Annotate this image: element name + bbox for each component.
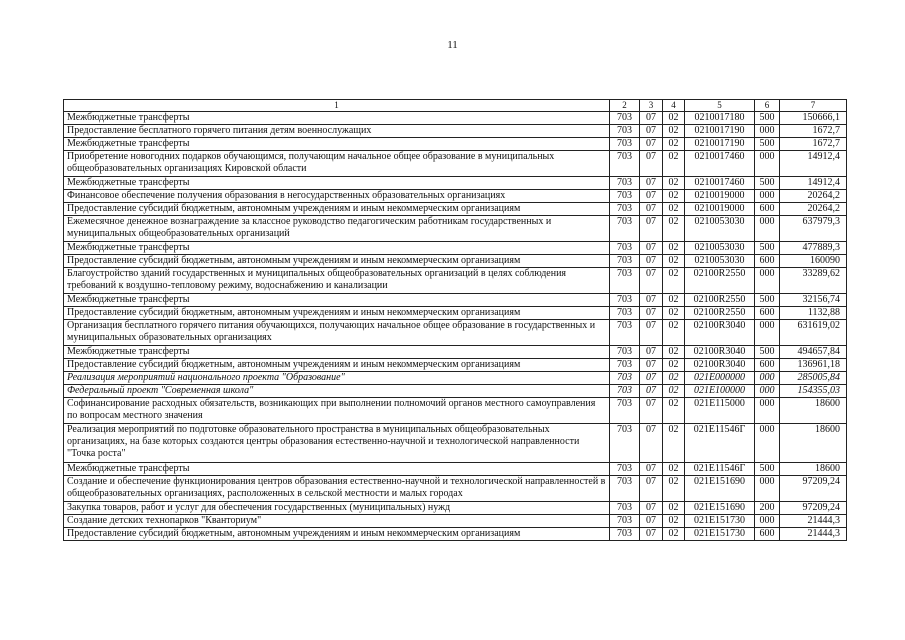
row-target-cell: 02100R3040 bbox=[685, 320, 755, 346]
row-amount-cell: 14912,4 bbox=[780, 177, 847, 190]
row-section-cell: 07 bbox=[640, 203, 663, 216]
row-name-cell: Софинансирование расходных обязательств, возникающих при выполнении полномочий органов местного самоуправления по вопросам местного значения bbox=[64, 398, 610, 424]
row-section-cell: 07 bbox=[640, 216, 663, 242]
row-subsection-cell: 02 bbox=[663, 502, 685, 515]
row-amount-cell: 631619,02 bbox=[780, 320, 847, 346]
row-type-cell: 000 bbox=[755, 320, 780, 346]
row-target-cell: 021E11546Г bbox=[685, 463, 755, 476]
table-row bbox=[64, 346, 847, 359]
row-target-cell: 021E100000 bbox=[685, 385, 755, 398]
row-section-cell: 07 bbox=[640, 476, 663, 502]
row-target-cell: 021E151730 bbox=[685, 515, 755, 528]
row-target-cell: 0210017190 bbox=[685, 125, 755, 138]
row-subsection-cell: 02 bbox=[663, 190, 685, 203]
table-row bbox=[64, 112, 847, 125]
table-row bbox=[64, 528, 847, 541]
row-name-cell: Реализация мероприятий национального проекта "Образование" bbox=[64, 372, 610, 385]
row-name-cell: Создание и обеспечение функционирования центров образования естественно-научной и технологической направленностей в общеобразовательных организациях, расположенных в сельской местности и малых городах bbox=[64, 476, 610, 502]
row-target-cell: 021E115000 bbox=[685, 398, 755, 424]
row-type-cell: 000 bbox=[755, 515, 780, 528]
row-subsection-cell: 02 bbox=[663, 112, 685, 125]
row-name-cell: Межбюджетные трансферты bbox=[64, 463, 610, 476]
row-subsection-cell: 02 bbox=[663, 515, 685, 528]
row-section-cell: 07 bbox=[640, 242, 663, 255]
column-header: 2 bbox=[610, 100, 640, 112]
row-target-cell: 02100R3040 bbox=[685, 359, 755, 372]
row-subsection-cell: 02 bbox=[663, 294, 685, 307]
row-subsection-cell: 02 bbox=[663, 138, 685, 151]
row-name-cell: Реализация мероприятий по подготовке образовательного пространства в муниципальных общеобразовательных организациях, на базе которых создаются центры образования естественно-научной и технологической направленности "Точка роста" bbox=[64, 424, 610, 463]
row-type-cell: 500 bbox=[755, 112, 780, 125]
row-target-cell: 021E151730 bbox=[685, 528, 755, 541]
table-row bbox=[64, 177, 847, 190]
row-type-cell: 500 bbox=[755, 463, 780, 476]
row-name-cell: Межбюджетные трансферты bbox=[64, 138, 610, 151]
row-target-cell: 02100R3040 bbox=[685, 346, 755, 359]
table-row bbox=[64, 268, 847, 294]
row-amount-cell: 1672,7 bbox=[780, 138, 847, 151]
row-name-cell: Финансовое обеспечение получения образования в негосударственных образовательных организациях bbox=[64, 190, 610, 203]
row-target-cell: 02100R2550 bbox=[685, 307, 755, 320]
row-code-cell: 703 bbox=[610, 307, 640, 320]
row-subsection-cell: 02 bbox=[663, 424, 685, 463]
table-row bbox=[64, 216, 847, 242]
row-type-cell: 500 bbox=[755, 242, 780, 255]
row-amount-cell: 97209,24 bbox=[780, 502, 847, 515]
row-target-cell: 0210053030 bbox=[685, 216, 755, 242]
row-type-cell: 000 bbox=[755, 424, 780, 463]
row-subsection-cell: 02 bbox=[663, 398, 685, 424]
row-amount-cell: 20264,2 bbox=[780, 190, 847, 203]
row-section-cell: 07 bbox=[640, 307, 663, 320]
column-header: 7 bbox=[780, 100, 847, 112]
row-section-cell: 07 bbox=[640, 346, 663, 359]
row-amount-cell: 1672,7 bbox=[780, 125, 847, 138]
row-type-cell: 500 bbox=[755, 346, 780, 359]
row-code-cell: 703 bbox=[610, 476, 640, 502]
row-section-cell: 07 bbox=[640, 372, 663, 385]
row-type-cell: 000 bbox=[755, 398, 780, 424]
column-header: 5 bbox=[685, 100, 755, 112]
row-name-cell: Предоставление субсидий бюджетным, автономным учреждениям и иным некоммерческим организациям bbox=[64, 528, 610, 541]
table-row bbox=[64, 424, 847, 463]
row-amount-cell: 285005,84 bbox=[780, 372, 847, 385]
row-name-cell: Межбюджетные трансферты bbox=[64, 177, 610, 190]
row-code-cell: 703 bbox=[610, 242, 640, 255]
row-subsection-cell: 02 bbox=[663, 320, 685, 346]
table-row bbox=[64, 294, 847, 307]
row-code-cell: 703 bbox=[610, 268, 640, 294]
row-code-cell: 703 bbox=[610, 359, 640, 372]
budget-table bbox=[63, 99, 847, 541]
row-section-cell: 07 bbox=[640, 294, 663, 307]
table-row bbox=[64, 255, 847, 268]
row-name-cell: Предоставление субсидий бюджетным, автономным учреждениям и иным некоммерческим организациям bbox=[64, 307, 610, 320]
row-type-cell: 000 bbox=[755, 268, 780, 294]
row-code-cell: 703 bbox=[610, 203, 640, 216]
row-amount-cell: 136961,18 bbox=[780, 359, 847, 372]
row-section-cell: 07 bbox=[640, 112, 663, 125]
row-code-cell: 703 bbox=[610, 151, 640, 177]
row-subsection-cell: 02 bbox=[663, 463, 685, 476]
row-code-cell: 703 bbox=[610, 216, 640, 242]
row-amount-cell: 97209,24 bbox=[780, 476, 847, 502]
row-code-cell: 703 bbox=[610, 398, 640, 424]
row-section-cell: 07 bbox=[640, 255, 663, 268]
row-code-cell: 703 bbox=[610, 424, 640, 463]
row-subsection-cell: 02 bbox=[663, 242, 685, 255]
table-header-row bbox=[64, 100, 847, 112]
row-code-cell: 703 bbox=[610, 385, 640, 398]
row-type-cell: 000 bbox=[755, 385, 780, 398]
row-target-cell: 0210017190 bbox=[685, 138, 755, 151]
row-name-cell: Организация бесплатного горячего питания обучающихся, получающих начальное общее образование в государственных и муниципальных образовательных организациях bbox=[64, 320, 610, 346]
row-name-cell: Межбюджетные трансферты bbox=[64, 112, 610, 125]
row-section-cell: 07 bbox=[640, 515, 663, 528]
row-section-cell: 07 bbox=[640, 463, 663, 476]
row-subsection-cell: 02 bbox=[663, 268, 685, 294]
row-name-cell: Ежемесячное денежное вознаграждение за классное руководство педагогическим работникам государственных и муниципальных общеобразовательных организаций bbox=[64, 216, 610, 242]
table-row bbox=[64, 151, 847, 177]
table-row bbox=[64, 359, 847, 372]
row-type-cell: 600 bbox=[755, 359, 780, 372]
table-row bbox=[64, 242, 847, 255]
row-name-cell: Предоставление бесплатного горячего питания детям военнослужащих bbox=[64, 125, 610, 138]
row-amount-cell: 18600 bbox=[780, 463, 847, 476]
row-name-cell: Межбюджетные трансферты bbox=[64, 242, 610, 255]
row-type-cell: 600 bbox=[755, 255, 780, 268]
row-code-cell: 703 bbox=[610, 528, 640, 541]
row-type-cell: 000 bbox=[755, 125, 780, 138]
column-header: 1 bbox=[64, 100, 610, 112]
row-code-cell: 703 bbox=[610, 463, 640, 476]
table-body bbox=[64, 112, 847, 541]
row-amount-cell: 21444,3 bbox=[780, 515, 847, 528]
row-subsection-cell: 02 bbox=[663, 125, 685, 138]
row-name-cell: Приобретение новогодних подарков обучающимся, получающим начальное общее образование в муниципальных общеобразовательных организациях Кировской области bbox=[64, 151, 610, 177]
row-subsection-cell: 02 bbox=[663, 307, 685, 320]
row-subsection-cell: 02 bbox=[663, 385, 685, 398]
row-code-cell: 703 bbox=[610, 346, 640, 359]
row-target-cell: 0210053030 bbox=[685, 255, 755, 268]
row-type-cell: 000 bbox=[755, 372, 780, 385]
table-row bbox=[64, 372, 847, 385]
row-section-cell: 07 bbox=[640, 190, 663, 203]
row-amount-cell: 14912,4 bbox=[780, 151, 847, 177]
row-section-cell: 07 bbox=[640, 151, 663, 177]
row-target-cell: 0210017460 bbox=[685, 177, 755, 190]
row-type-cell: 600 bbox=[755, 203, 780, 216]
table-row bbox=[64, 203, 847, 216]
row-target-cell: 021E11546Г bbox=[685, 424, 755, 463]
row-code-cell: 703 bbox=[610, 125, 640, 138]
row-type-cell: 600 bbox=[755, 528, 780, 541]
table-row bbox=[64, 307, 847, 320]
row-code-cell: 703 bbox=[610, 112, 640, 125]
row-code-cell: 703 bbox=[610, 372, 640, 385]
row-type-cell: 500 bbox=[755, 294, 780, 307]
row-target-cell: 0210019000 bbox=[685, 203, 755, 216]
row-target-cell: 0210019000 bbox=[685, 190, 755, 203]
row-name-cell: Межбюджетные трансферты bbox=[64, 294, 610, 307]
row-type-cell: 000 bbox=[755, 476, 780, 502]
row-type-cell: 500 bbox=[755, 177, 780, 190]
row-amount-cell: 150666,1 bbox=[780, 112, 847, 125]
row-amount-cell: 477889,3 bbox=[780, 242, 847, 255]
row-target-cell: 0210017180 bbox=[685, 112, 755, 125]
row-subsection-cell: 02 bbox=[663, 346, 685, 359]
row-amount-cell: 18600 bbox=[780, 424, 847, 463]
row-name-cell: Предоставление субсидий бюджетным, автономным учреждениям и иным некоммерческим организациям bbox=[64, 203, 610, 216]
row-section-cell: 07 bbox=[640, 502, 663, 515]
row-name-cell: Федеральный проект "Современная школа" bbox=[64, 385, 610, 398]
row-section-cell: 07 bbox=[640, 398, 663, 424]
row-subsection-cell: 02 bbox=[663, 216, 685, 242]
row-section-cell: 07 bbox=[640, 359, 663, 372]
row-code-cell: 703 bbox=[610, 138, 640, 151]
row-amount-cell: 1132,88 bbox=[780, 307, 847, 320]
row-type-cell: 000 bbox=[755, 216, 780, 242]
row-type-cell: 200 bbox=[755, 502, 780, 515]
row-type-cell: 600 bbox=[755, 307, 780, 320]
row-code-cell: 703 bbox=[610, 255, 640, 268]
row-amount-cell: 154355,03 bbox=[780, 385, 847, 398]
row-target-cell: 021E000000 bbox=[685, 372, 755, 385]
row-amount-cell: 18600 bbox=[780, 398, 847, 424]
table-row bbox=[64, 502, 847, 515]
row-target-cell: 02100R2550 bbox=[685, 294, 755, 307]
row-amount-cell: 33289,62 bbox=[780, 268, 847, 294]
page-number: 11 bbox=[447, 39, 458, 51]
row-target-cell: 0210017460 bbox=[685, 151, 755, 177]
row-target-cell: 0210053030 bbox=[685, 242, 755, 255]
row-section-cell: 07 bbox=[640, 320, 663, 346]
table-row bbox=[64, 138, 847, 151]
column-header: 4 bbox=[663, 100, 685, 112]
row-section-cell: 07 bbox=[640, 138, 663, 151]
row-subsection-cell: 02 bbox=[663, 528, 685, 541]
table-row bbox=[64, 125, 847, 138]
table-row bbox=[64, 476, 847, 502]
row-target-cell: 02100R2550 bbox=[685, 268, 755, 294]
row-code-cell: 703 bbox=[610, 294, 640, 307]
row-section-cell: 07 bbox=[640, 177, 663, 190]
table-row bbox=[64, 398, 847, 424]
row-section-cell: 07 bbox=[640, 125, 663, 138]
table-row bbox=[64, 320, 847, 346]
row-amount-cell: 637979,3 bbox=[780, 216, 847, 242]
row-code-cell: 703 bbox=[610, 190, 640, 203]
row-section-cell: 07 bbox=[640, 268, 663, 294]
row-type-cell: 000 bbox=[755, 190, 780, 203]
row-amount-cell: 21444,3 bbox=[780, 528, 847, 541]
row-type-cell: 500 bbox=[755, 138, 780, 151]
row-subsection-cell: 02 bbox=[663, 476, 685, 502]
row-target-cell: 021E151690 bbox=[685, 502, 755, 515]
row-subsection-cell: 02 bbox=[663, 255, 685, 268]
row-type-cell: 000 bbox=[755, 151, 780, 177]
row-code-cell: 703 bbox=[610, 502, 640, 515]
row-name-cell: Предоставление субсидий бюджетным, автономным учреждениям и иным некоммерческим организациям bbox=[64, 255, 610, 268]
row-amount-cell: 494657,84 bbox=[780, 346, 847, 359]
table-row bbox=[64, 463, 847, 476]
row-target-cell: 021E151690 bbox=[685, 476, 755, 502]
row-subsection-cell: 02 bbox=[663, 372, 685, 385]
table-row bbox=[64, 190, 847, 203]
row-section-cell: 07 bbox=[640, 424, 663, 463]
table-row bbox=[64, 385, 847, 398]
row-name-cell: Создание детских технопарков "Кванториум" bbox=[64, 515, 610, 528]
row-amount-cell: 32156,74 bbox=[780, 294, 847, 307]
row-code-cell: 703 bbox=[610, 320, 640, 346]
row-subsection-cell: 02 bbox=[663, 359, 685, 372]
row-amount-cell: 160090 bbox=[780, 255, 847, 268]
row-name-cell: Закупка товаров, работ и услуг для обеспечения государственных (муниципальных) нужд bbox=[64, 502, 610, 515]
row-code-cell: 703 bbox=[610, 515, 640, 528]
column-header: 6 bbox=[755, 100, 780, 112]
row-name-cell: Предоставление субсидий бюджетным, автономным учреждениям и иным некоммерческим организациям bbox=[64, 359, 610, 372]
column-header: 3 bbox=[640, 100, 663, 112]
row-subsection-cell: 02 bbox=[663, 151, 685, 177]
table-row bbox=[64, 515, 847, 528]
row-section-cell: 07 bbox=[640, 528, 663, 541]
row-section-cell: 07 bbox=[640, 385, 663, 398]
row-name-cell: Межбюджетные трансферты bbox=[64, 346, 610, 359]
row-code-cell: 703 bbox=[610, 177, 640, 190]
row-amount-cell: 20264,2 bbox=[780, 203, 847, 216]
row-name-cell: Благоустройство зданий государственных и муниципальных общеобразовательных организаций в целях соблюдения требований к воздушно-тепловому режиму, водоснабжению и канализации bbox=[64, 268, 610, 294]
row-subsection-cell: 02 bbox=[663, 177, 685, 190]
row-subsection-cell: 02 bbox=[663, 203, 685, 216]
